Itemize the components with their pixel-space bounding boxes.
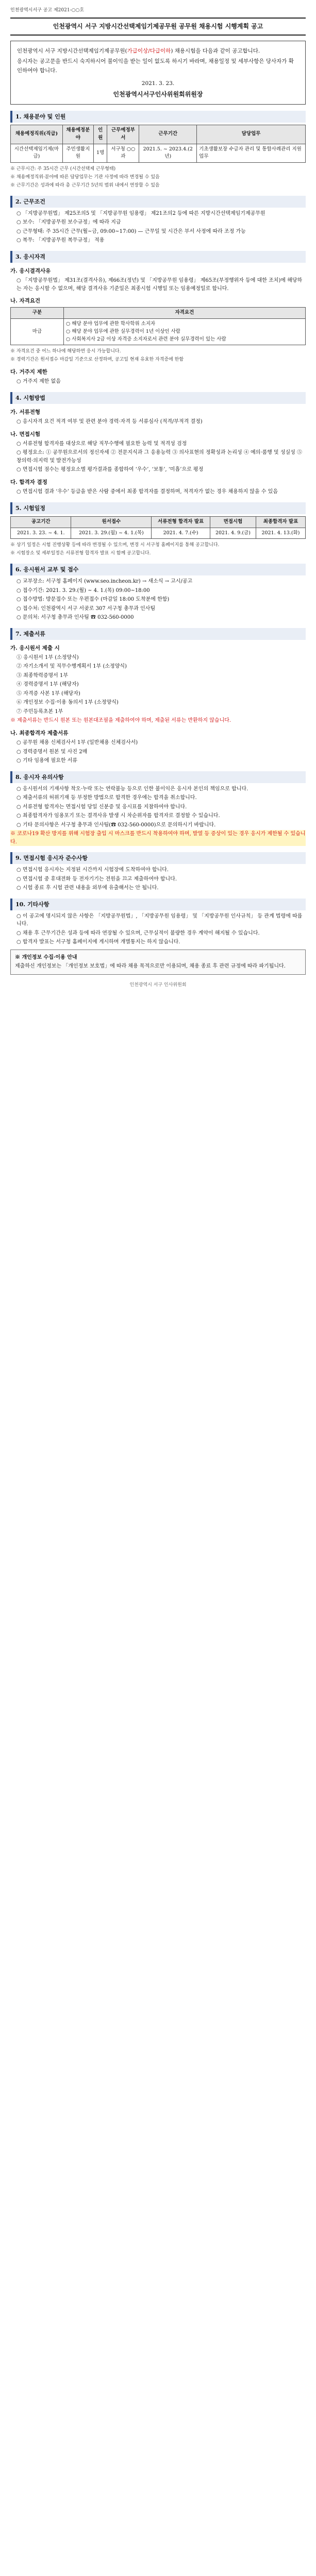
sec8-highlight: ※ 코로나19 확산 방지를 위해 시험장 출입 시 마스크를 반드시 착용하여야 하며, 발열 등 증상이 있는 경우 응시가 제한될 수 있습니다. (10, 830, 306, 846)
col-period: 근무기간 (139, 125, 197, 144)
section-9-heading: 9. 면접시험 응시자 준수사항 (10, 852, 306, 864)
sec7-red-note: ※ 제출서류는 반드시 원본 또는 원본대조필을 제출하여야 하며, 제출된 서류는 반환하지 않습니다. (10, 718, 231, 724)
doc-item: ○ 기타 임용에 필요한 서류 (16, 758, 78, 764)
section-6-heading: 6. 응시원서 교부 및 접수 (10, 564, 306, 575)
col-duty: 담당업무 (197, 125, 306, 144)
table-row: 마급 ○ 해당 분야 업무에 관한 학사학위 소지자 ○ 해당 분야 업무에 관한 실무경력이 1년 이상인 사람 ○ 사회복지사 2급 이상 자격증 소지자로서 관련 분야 실무경력이 있는 사람 (11, 319, 306, 345)
requirements-table (10, 307, 306, 345)
sec6-item: ○ 교부장소: 서구청 홈페이지 (www.seo.incheon.kr) → 새소식 → 고시/공고 (16, 579, 193, 585)
privacy-note-text: 제출하신 개인정보는 「개인정보 보호법」에 따라 채용 목적으로만 이용되며, 채용 종료 후 관련 규정에 따라 파기됩니다. (15, 963, 286, 970)
col-position: 채용예정직위(직급) (11, 125, 63, 144)
sec8-item: ○ 최종합격자가 임용포기 또는 결격사유 발생 시 차순위자를 합격자로 결정할 수 있습니다. (16, 813, 220, 819)
sec6-item: ○ 접수기간: 2021. 3. 29.(월) ~ 4. 1.(목) 09:00~18:00 (16, 587, 150, 594)
intro-box (10, 41, 306, 105)
doc-item: ⑥ 개인정보 수집·이용 동의서 1부 (소정양식) (16, 700, 119, 706)
sec4-text: ○ 응시자격 요건 적격 여부 및 관련 분야 경력·자격 등 서류심사 (적격/부적격 결정) (16, 419, 203, 425)
notice-date: 2021. 3. 23. (141, 80, 175, 87)
sec8-item: ○ 서류전형 합격자는 면접시험 당일 신분증 및 응시표를 지참하여야 합니다. (16, 804, 187, 810)
sec10-item: ○ 합격자 발표는 서구청 홈페이지에 게시하며 개별통지는 하지 않습니다. (16, 939, 180, 945)
sec3-sub-heading: 가. 응시결격사유 (10, 267, 51, 274)
section-7-heading: 7. 제출서류 (10, 628, 306, 640)
section-1-heading: 1. 채용분야 및 인원 (10, 111, 306, 123)
sec1-note: ※ 근무기간은 성과에 따라 총 근무기간 5년의 범위 내에서 연장할 수 있음 (10, 182, 160, 188)
table-row: 2021. 3. 23. ~ 4. 1. 2021. 3. 29.(월) ~ 4. 1.(목) 2021. 4. 7.(수) 2021. 4. 9.(금) 2021. 4. 13.(화) (11, 528, 306, 539)
sec4-item: ○ 서류전형 합격자를 대상으로 해당 직무수행에 필요한 능력 및 적격성 검정 (16, 440, 187, 447)
doc-item: ② 자기소개서 및 직무수행계획서 1부 (소정양식) (16, 664, 127, 670)
schedule-table: 공고기간 원서접수 서류전형 합격자 발표 면접시험 최종합격자 발표 2021. 3. 23. ~ 4. 1. 2021. 3. 29.(월) ~ 4. 1.(목) 2021. 4. 7.(수) 2021. 4. 9.(금) 2021. 4. 13.(화) (10, 516, 306, 539)
sec3-sub-heading: 나. 자격요건 (10, 298, 41, 304)
section-4-heading: 4. 시험방법 (10, 392, 306, 404)
table-row: 시간선택제임기제(마급) 주민생활지원 1명 서구청 ○○과 2021.5. ~ 2023.4.(2년) 기초생활보장 수급자 관리 및 통합사례관리 지원 업무 (11, 144, 306, 162)
privacy-note-title: ※ 개인정보 수집·이용 안내 (15, 954, 77, 960)
section-3-heading: 3. 응시자격 (10, 251, 306, 263)
doc-item: ① 응시원서 1부 (소정양식) (16, 654, 79, 660)
footer: 인천광역시 서구 인사위원회 (129, 982, 187, 988)
sec2-item: ○ 복무: 「지방공무원 복무규정」 적용 (16, 238, 105, 244)
notice-number: 인천광역시서구 공고 제2021-○○호 (10, 8, 85, 13)
recruit-table (10, 125, 306, 163)
doc-item: ④ 경력증명서 1부 (해당자) (16, 682, 79, 688)
sec1-note: ※ 채용예정직위·분야에 따른 담당업무는 기관 사정에 따라 변경될 수 있음 (10, 174, 160, 180)
section-2-heading: 2. 근무조건 (10, 196, 306, 208)
sec9-item: ○ 면접시험 중 휴대전화 등 전자기기는 전원을 끄고 제출하여야 합니다. (16, 876, 177, 882)
sec8-item: ○ 기타 문의사항은 서구청 총무과 인사팀(☎ 032-560-0000)으로 문의하시기 바랍니다. (16, 822, 216, 828)
doc-item: ⑦ 주민등록초본 1부 (16, 708, 63, 715)
intro-red-text: 가급이상/다급이하 (127, 47, 171, 54)
sec8-item: ○ 응시원서의 기재사항 착오·누락 또는 연락불능 등으로 인한 불이익은 응시자 본인의 책임으로 합니다. (16, 786, 248, 792)
sec4-item: ○ 평정요소: ① 공무원으로서의 정신자세 ② 전문지식과 그 응용능력 ③ 의사표현의 정확성과 논리성 ④ 예의·품행 및 성실성 ⑤ 창의력·의지력 및 발전가능성 (16, 450, 303, 464)
sec2-item: ○ 보수: 「지방공무원 보수규정」에 따라 지급 (16, 219, 121, 226)
recruit-table-header (11, 125, 306, 144)
sec2-item: ○ 근무형태: 주 35시간 근무(월~금, 09:00~17:00) — 근무일 및 시간은 부서 사정에 따라 조정 가능 (16, 228, 246, 234)
privacy-note-box (10, 950, 306, 975)
col-dept: 근무예정부서 (107, 125, 139, 144)
sec4-sub-heading: 가. 서류전형 (10, 409, 41, 415)
col-requirement: 자격요건 (63, 308, 305, 319)
sec7-sub-heading: 가. 응시원서 제출 시 (10, 645, 60, 651)
sec4-sub-heading: 나. 면접시험 (10, 431, 41, 437)
sec2-item: ○ 「지방공무원법」 제25조의5 및 「지방공무원 임용령」 제21조의2 등에 따른 지방시간선택제임기제공무원 (16, 210, 265, 216)
col-count: 인원 (93, 125, 107, 144)
sec5-note: ※ 상기 일정은 시험 진행상황 등에 따라 변경될 수 있으며, 변경 시 서구청 홈페이지를 통해 공고합니다. (10, 543, 220, 548)
section-10-heading: 10. 기타사항 (10, 899, 306, 910)
doc-item: ○ 공무원 채용 신체검사서 1부 (일반채용 신체검사서) (16, 740, 138, 746)
sec6-item: ○ 접수처: 인천광역시 서구 서곶로 307 서구청 총무과 인사팀 (16, 605, 156, 612)
sec1-note: ※ 근무시간: 주 35시간 근무 (시간선택제 근무형태) (10, 166, 116, 172)
intro-line-2: 응시자는 공고문을 반드시 숙지하시어 불이익을 받는 일이 없도록 하시기 바라며, 채용일정 및 세부사항은 당사자가 확인하여야 합니다. (17, 58, 294, 74)
notice-page (0, 0, 316, 999)
sec3-note: ※ 경력기간은 원서접수 마감일 기준으로 산정하며, 공고일 현재 유효한 자격증에 한함 (10, 357, 184, 363)
page-title: 인천광역시 서구 지방시간선택제임기제공무원 공무원 채용시험 시행계획 공고 (10, 18, 306, 36)
sec3-text: ○ 거주지 제한 없음 (16, 379, 61, 385)
sec9-item: ○ 시험 종료 후 시험 관련 내용을 외부에 유출해서는 안 됩니다. (16, 885, 159, 891)
section-8-heading: 8. 응시자 유의사항 (10, 771, 306, 783)
sec5-note: ※ 시험장소 및 세부일정은 서류전형 합격자 발표 시 함께 공고합니다. (10, 551, 151, 556)
sec10-item: ○ 채용 후 근무기간은 성과 등에 따라 연장될 수 있으며, 근무실적이 불량한 경우 계약이 해지될 수 있습니다. (16, 930, 260, 936)
doc-item: ③ 최종학력증명서 1부 (16, 672, 68, 679)
intro-line-1: 인천광역시 서구 지방시간선택제임기제공무원(가급이상/다급이하) 채용시험을 다음과 같이 공고합니다. (17, 47, 260, 54)
doc-item: ⑤ 자격증 사본 1부 (해당자) (16, 690, 80, 697)
issuing-org: 인천광역시서구인사위원회위원장 (113, 91, 203, 98)
sec9-item: ○ 면접시험 응시자는 지정된 시간까지 시험장에 도착하여야 합니다. (16, 867, 169, 873)
col-grade: 구분 (11, 308, 64, 319)
sec6-item: ○ 문의처: 서구청 총무과 인사팀 ☎ 032-560-0000 (16, 615, 134, 621)
sec8-item: ○ 제출서류의 허위기재 등 부정한 방법으로 합격한 경우에는 합격을 취소합니다. (16, 795, 197, 801)
sec10-item: ○ 이 공고에 명시되지 않은 사항은 「지방공무원법」, 「지방공무원 임용령」 및 「지방공무원 인사규칙」 등 관계 법령에 따릅니다. (16, 913, 303, 927)
section-5-heading: 5. 시험일정 (10, 502, 306, 514)
sec3-sub-heading: 다. 거주지 제한 (10, 369, 47, 376)
sec4-text: ○ 면접시험 결과 ‘우수’ 등급을 받은 사람 중에서 최종 합격자를 결정하며, 적격자가 없는 경우 채용하지 않을 수 있음 (16, 489, 278, 495)
sec3-note: ※ 자격요건 중 어느 하나에 해당하면 응시 가능합니다. (10, 349, 121, 354)
sec7-sub-heading: 나. 최종합격자 제출서류 (10, 730, 69, 736)
sec3-text: ○ 「지방공무원법」 제31조(결격사유), 제66조(정년) 및 「지방공무원 임용령」 제65조(부정행위자 등에 대한 조치)에 해당하는 자는 응시할 수 없으며, 해당 결격사유 기준일은 최종시험 시행일 또는 임용예정일로 합니다. (16, 278, 303, 292)
sec6-item: ○ 접수방법: 방문접수 또는 우편접수 (마감일 18:00 도착분에 한함) (16, 597, 170, 603)
sec4-sub-heading: 다. 합격자 결정 (10, 479, 47, 485)
col-field: 채용예정분야 (62, 125, 93, 144)
doc-item: ○ 경력증명서 원본 및 사진 2매 (16, 749, 88, 755)
sec4-item: ○ 면접시험 점수는 평정요소별 평가결과를 종합하여 ‘우수’, ‘보통’, ‘미흡’으로 평정 (16, 467, 204, 473)
